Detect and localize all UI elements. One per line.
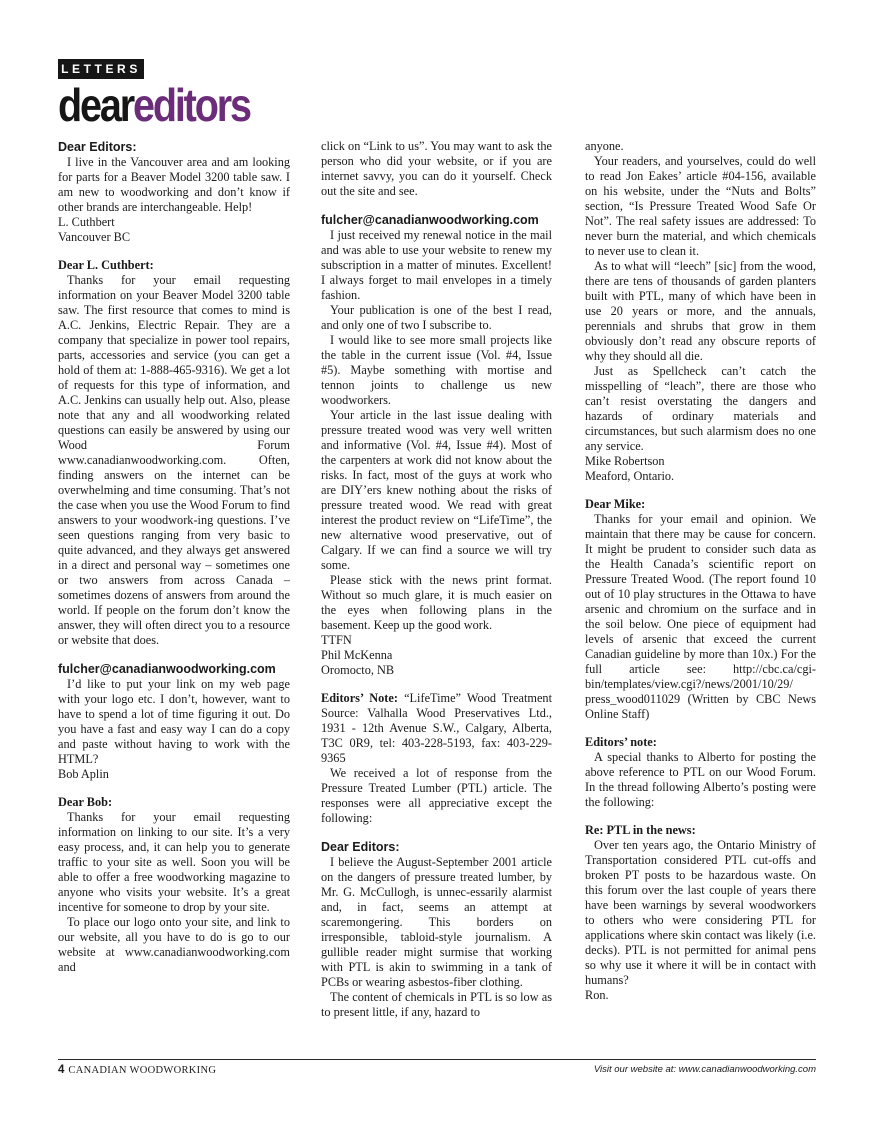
reply-paragraph: To place our logo onto your site, and link to our website, all you have to do is go to our website at www.canadianwoodworking.com and bbox=[58, 915, 290, 974]
section-tag: LETTERS bbox=[58, 59, 144, 79]
letter-signature: Phil McKenna bbox=[321, 648, 393, 662]
letter-signature-place: Oromocto, NB bbox=[321, 663, 395, 677]
letter-signature-place: Vancouver BC bbox=[58, 230, 131, 244]
letter-paragraph: Your readers, and yourselves, could do well to read Jon Eakes’ article #04-156, available on his website, under the “Nuts and Bolts” section, “Is Pressure Treated Wood Safe Or Not”. The real safety issues are addressed: To never burn the material, and which chemicals to never use to clean it. bbox=[585, 154, 816, 258]
editors-note-heading: Editors’ note: bbox=[585, 735, 657, 749]
letter-paragraph: The content of chemicals in PTL is so low as to present little, if any, hazard to bbox=[321, 990, 552, 1019]
forum-post-signature: Ron. bbox=[585, 988, 609, 1002]
editors-note-paragraph: We received a lot of response from the Pressure Treated Lumber (PTL) article. The responses were all appreciative except the following: bbox=[321, 766, 552, 825]
letter-paragraph: I believe the August-September 2001 article on the dangers of pressure treated lumber, by Mr. G. McCullogh, is unnec-essarily alarmist and, in fact, seems an attempt at scaremongering. This borders on irresponsible, tabloid-style journalism. A gullible reader might surmise that working with PTL is akin to swimming in a tank of PCBs or wearing asbestos-fiber clothing. bbox=[321, 855, 552, 989]
letter-paragraph: I’d like to put your link on my web page with your logo etc. I don’t, however, want to have to spend a lot of time figuring it out. Do you have a fast and easy way I can do a copy and paste without having to work with the HTML? bbox=[58, 677, 290, 766]
letter-paragraph: Your publication is one of the best I read, and only one of two I subscribe to. bbox=[321, 303, 552, 332]
letter-signature-place: Meaford, Ontario. bbox=[585, 469, 675, 483]
reply-heading: Dear Mike: bbox=[585, 497, 646, 511]
column-2 bbox=[321, 139, 552, 1047]
editors-note bbox=[321, 691, 552, 766]
letter-signature: Mike Robertson bbox=[585, 454, 665, 468]
footer-folio bbox=[58, 1063, 216, 1077]
editors-note-paragraph: A special thanks to Alberto for posting the above reference to PTL on our Wood Forum. In the thread following Alberto’s posting were the following: bbox=[585, 750, 816, 809]
reply-heading: Dear Bob: bbox=[58, 795, 113, 809]
title-part-editors: editors bbox=[132, 79, 250, 131]
letter-heading: fulcher@canadianwoodworking.com bbox=[58, 662, 276, 676]
reply-paragraph: click on “Link to us”. You may want to ask the person who did your website, or if you are internet savvy, you can do it yourself. Check out the site and see. bbox=[321, 139, 552, 198]
column-1 bbox=[58, 139, 290, 1047]
letter-heading: fulcher@canadianwoodworking.com bbox=[321, 213, 539, 227]
letter-paragraph: anyone. bbox=[585, 139, 624, 153]
footer-website-note: Visit our website at: www.canadianwoodworking.com bbox=[593, 1064, 816, 1075]
column-3 bbox=[585, 139, 816, 1047]
page-title bbox=[58, 77, 250, 133]
reply-paragraph: Thanks for your email requesting information on your Beaver Model 3200 table saw. The first resource that comes to mind is A.C. Jenkins, Electric Repair. They are a company that specialize in power tool repairs, parts, accessories and service (you can get a hold of them at: 1-888-465-9316). We get a lot of requests for this type of information, and A.C. Jenkins can usually help out. Also, please note that any and all woodworking related questions can easily be answered by using our Wood Forum www.canadianwoodworking.com. Often, finding answers on the internet can be overwhelming and time consuming. That’s not the case when you use the Wood Forum to find answers to your woodwork-ing questions. I’ve seen questions ranging from very basic to quite advanced, and they always get answered in a direct and personal way – sometimes one or two answers from across Canada – sometimes dozens of answers from around the world. If people on the forum don’t know the answer, they will often direct you to a resource or website that does. bbox=[58, 273, 290, 647]
reply-heading: Dear L. Cuthbert: bbox=[58, 258, 154, 272]
title-part-dear: dear bbox=[58, 79, 133, 131]
letter-signature: Bob Aplin bbox=[58, 767, 109, 781]
reply-paragraph: Thanks for your email requesting information on linking to our site. It’s a very easy process, and, it can help you to generate traffic to your site as well. Soon you will be able to offer a free woodworking magazine to anyone who visits your website. It’s a great incentive for someone to drop by your site. bbox=[58, 810, 290, 914]
page-number: 4 bbox=[58, 1064, 65, 1076]
letter-paragraph: Just as Spellcheck can’t catch the misspelling of “leach”, there are those who can’t resist overstating the dangers and hazards of ordinary materials and circumstances, but such alarmism does no one any service. bbox=[585, 364, 816, 453]
letter-signature: TTFN bbox=[321, 633, 352, 647]
magazine-name: CANADIAN WOODWORKING bbox=[68, 1065, 217, 1076]
editors-note-body: “LifeTime” Wood Treatment Source: Valhalla Wood Preservatives Ltd., 1931 - 12th Avenue S.W., Calgary, Alberta, T3C 0R9, tel: 403-228-5193, fax: 403-229-9365 bbox=[321, 691, 552, 765]
letter-paragraph: I just received my renewal notice in the mail and was able to use your website to renew my subscription in a matter of minutes. Excellent! I always forget to mail envelopes in a timely fashion. bbox=[321, 228, 552, 302]
letter-paragraph: Your article in the last issue dealing with pressure treated wood was very well written and informative (Vol. #4, Issue #4). Most of the carpenters at work did not know about the risks. In fact, most of the guys at work who are DIY’ers knew nothing about the risks of pressure treated wood. We read with great interest the product review on “LifeTime”, the new alternative wood preservative, out of Calgary. If we can find a source we will try some. bbox=[321, 408, 552, 572]
letter-paragraph: Please stick with the news print format. Without so much glare, it is much easier on the eyes when following plans in the basement. Keep up the good work. bbox=[321, 573, 552, 632]
footer-divider bbox=[58, 1059, 816, 1060]
reply-paragraph: Thanks for your email and opinion. We maintain that there may be cause for concern. It might be prudent to consider such data as the Health Canada’s scientific report on Pressure Treated Wood. (The report found 10 out of 10 play structures in the Ottawa to have arsenic and chromium on the surface and in the soil below. One piece of equipment had levels of arsenic that exceed the current Canadian guideline by more than 10x.) For the full article see: http://cbc.ca/cgi-bin/templates/view.cgi?/news/2001/10/29/ press_wood011029 (Written by CBC News Online Staff) bbox=[585, 512, 816, 721]
forum-post-heading: Re: PTL in the news: bbox=[585, 823, 696, 837]
editors-note-heading: Editors’ Note: bbox=[321, 691, 398, 705]
letter-paragraph: I live in the Vancouver area and am looking for parts for a Beaver Model 3200 table saw. I am new to woodworking and don’t know if other brands are interchangeable. Help! bbox=[58, 155, 290, 214]
letter-signature: L. Cuthbert bbox=[58, 215, 115, 229]
letter-paragraph: As to what will “leech” [sic] from the wood, there are tens of thousands of garden planters built with PTL, many of which have been in use 20 years or more, and the annuals, perennials and shrubs that grow in them obviously don’t read any obscure reports of why they should all die. bbox=[585, 259, 816, 363]
letter-heading: Dear Editors: bbox=[58, 140, 137, 154]
forum-post-paragraph: Over ten years ago, the Ontario Ministry of Transportation considered PTL cut-offs and broken PT posts to be hazardous waste. On this forum over the last couple of years there have been warnings by several woodworkers to others who were considering PTL for applications where skin contact was likely (i.e. decks). PTL is not permitted for animal pens so why use it where it will be in contact with humans? bbox=[585, 838, 816, 987]
letter-heading: Dear Editors: bbox=[321, 840, 400, 854]
letter-paragraph: I would like to see more small projects like the table in the current issue (Vol. #4, Issue #5). Maybe something with mortise and tennon joints to challenge us new woodworkers. bbox=[321, 333, 552, 407]
